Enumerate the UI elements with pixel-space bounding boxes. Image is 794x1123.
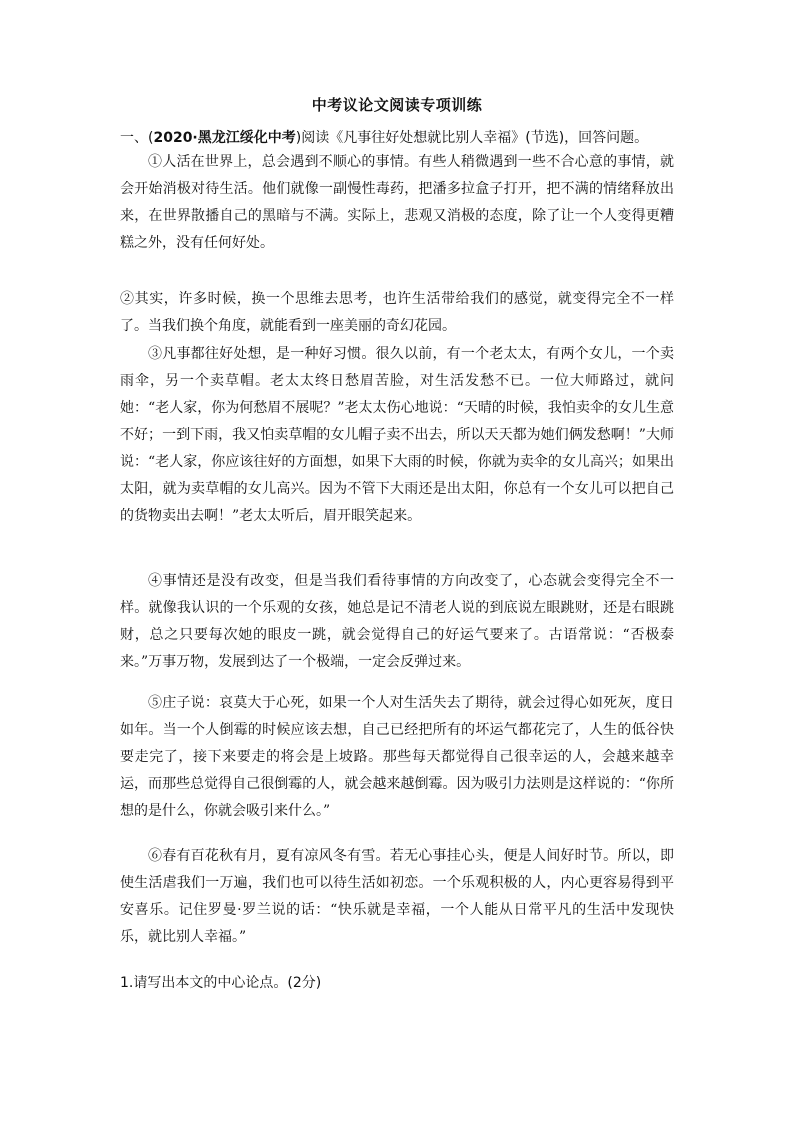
- section-source: 2020·黑龙江绥化中考: [153, 130, 296, 146]
- section-prefix: 一、(: [120, 130, 154, 146]
- paragraph-2: ②其实，许多时候，换一个思维去思考，也许生活带给我们的感觉，就变得完全不一样了。当我们换个角度，就能看到一座美丽的奇幻花园。: [120, 291, 674, 334]
- paragraph-4: ④事情还是没有改变，但是当我们看待事情的方向改变了，心态就会变得完全不一样。就像我认识的一个乐观的女孩，她总是记不清老人说的到底说左眼跳财，还是右眼跳财，总之只要每次她的眼皮一跳，就会觉得自己的好运气要来了。古语常说：“否极泰来。”万事万物，发展到达了一个极端，一定会反弹过来。: [120, 573, 674, 670]
- page-title: 中考议论文阅读专项训练: [311, 96, 483, 114]
- paragraph-6: ⑥春有百花秋有月，夏有凉风冬有雪。若无心事挂心头，便是人间好时节。所以，即使生活虐我们一万遍，我们也可以待生活如初恋。一个乐观积极的人，内心更容易得到平安喜乐。记住罗曼·罗兰说的话：“快乐就是幸福，一个人能从日常平凡的生活中发现快乐，就比别人幸福。”: [120, 848, 674, 945]
- paragraph-1: ①人活在世界上，总会遇到不顺心的事情。有些人稍微遇到一些不合心意的事情，就会开始消极对待生活。他们就像一副慢性毒药，把潘多拉盒子打开，把不满的情绪释放出来，在世界散播自己的黑暗与不满。实际上，悲观又消极的态度，除了让一个人变得更糟糕之外，没有任何好处。: [120, 154, 674, 251]
- section-heading: [120, 127, 680, 147]
- paragraph-3: ③凡事都往好处想，是一种好习惯。很久以前，有一个老太太，有两个女儿，一个卖雨伞，另一个卖草帽。老太太终日愁眉苦脸，对生活发愁不已。一位大师路过，就问她：“老人家，你为何愁眉不展呢？”老太太伤心地说：“天晴的时候，我怕卖伞的女儿生意不好；一到下雨，我又怕卖草帽的女儿帽子卖不出去，所以天天都为她们俩发愁啊！”大师说：“老人家，你应该往好的方面想，如果下大雨的时候，你就为卖伞的女儿高兴；如果出太阳，就为卖草帽的女儿高兴。因为不管下大雨还是出太阳，你总有一个女儿可以把自己的货物卖出去啊！”老太太听后，眉开眼笑起来。: [120, 346, 674, 524]
- paragraph-5: ⑤庄子说：哀莫大于心死，如果一个人对生活失去了期待，就会过得心如死灰，度日如年。当一个人倒霉的时候应该去想，自己已经把所有的坏运气都花完了，人生的低谷快要走完了，接下来要走的将会是上坡路。那些每天都觉得自己很幸运的人，会越来越幸运，而那些总觉得自己很倒霉的人，就会越来越倒霉。因为吸引力法则是这样说的：“你所想的是什么，你就会吸引来什么。”: [120, 695, 674, 819]
- question-1: 1.请写出本文的中心论点。(2分): [120, 975, 322, 991]
- section-instruction: )阅读《凡事往好处想就比别人幸福》(节选)，回答问题。: [295, 130, 649, 146]
